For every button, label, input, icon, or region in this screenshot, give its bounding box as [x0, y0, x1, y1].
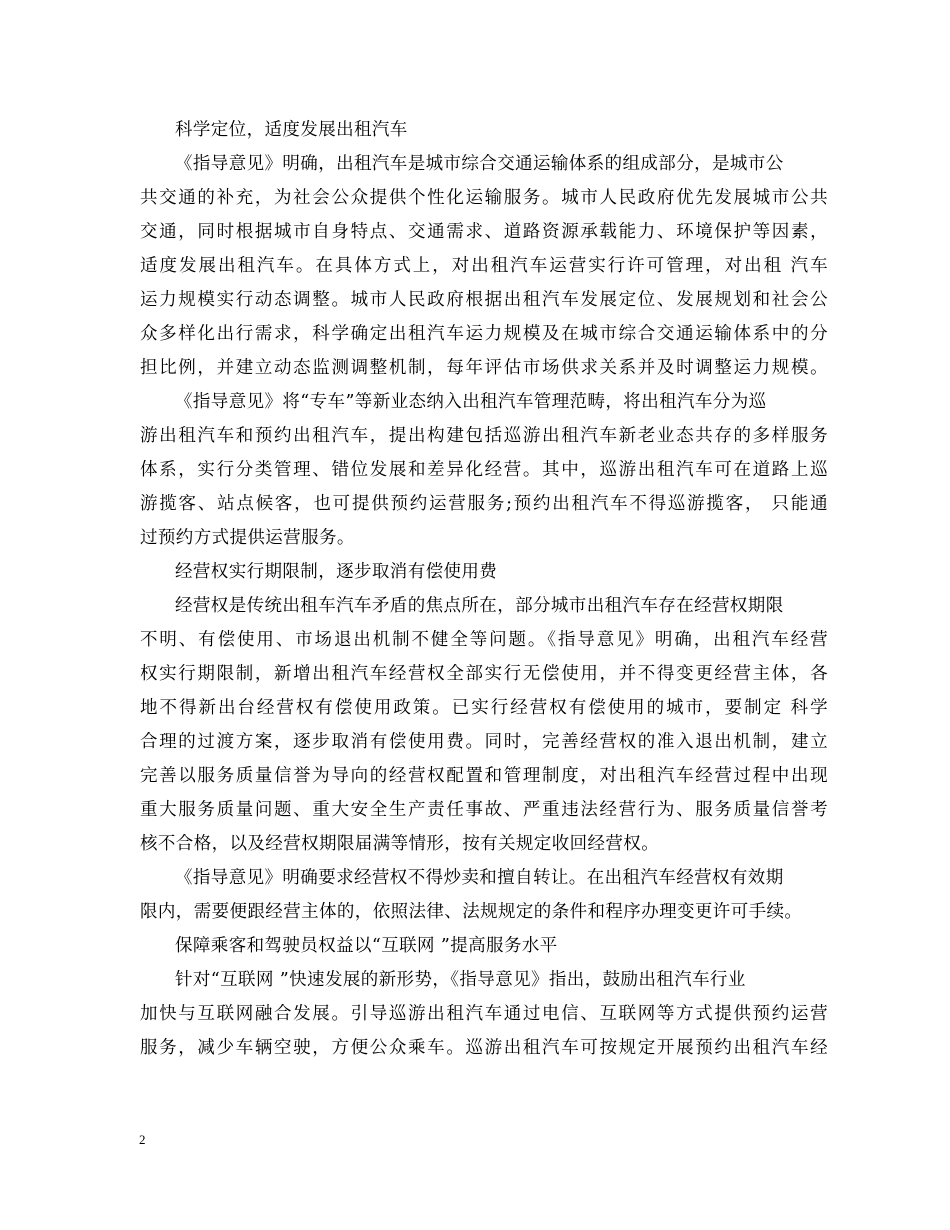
paragraph-line: 运力规模实行动态调整。城市人民政府根据出租汽车发展定位、发展规划和社会公: [140, 290, 828, 310]
paragraph-line: 限内，需要便跟经营主体的，依照法律、法规规定的条件和程序办理变更许可手续。: [140, 902, 803, 922]
paragraph-line: 经营权是传统出租车汽车矛盾的焦点所在，部分城市出租汽车存在经营权期限: [175, 596, 784, 616]
section-heading: 科学定位，适度发展出租汽车: [175, 120, 408, 140]
paragraph-line: 权实行期限制，新增出租汽车经营权全部实行无偿使用，并不得变更经营主体，各: [140, 664, 828, 684]
paragraph-line: 重大服务质量问题、重大安全生产责任事故、严重违法经营行为、服务质量信誉考: [140, 800, 828, 820]
paragraph-line: 众多样化出行需求，科学确定出租汽车运力规模及在城市综合交通运输体系中的分: [140, 324, 828, 344]
paragraph-line: 《指导意见》将“专车”等新业态纳入出租汽车管理范畴，将出租汽车分为巡: [175, 392, 767, 412]
paragraph-line: 核不合格，以及经营权期限届满等情形，按有关规定收回经营权。: [140, 834, 660, 854]
paragraph-line: 不明、有偿使用、市场退出机制不健全等问题。《指导意见》明确，出租汽车经营: [140, 630, 828, 650]
paragraph-line: 共交通的补充，为社会公众提供个性化运输服务。城市人民政府优先发展城市公共: [140, 188, 828, 208]
paragraph-line: 服务，减少车辆空驶，方便公众乘车。巡游出租汽车可按规定开展预约出租汽车经: [140, 1038, 828, 1058]
section-heading: 保障乘客和驾驶员权益以“互联网 ”提高服务水平: [175, 936, 558, 956]
paragraph-line: 担比例，并建立动态监测调整机制，每年评估市场供求关系并及时调整运力规模。: [140, 358, 828, 378]
paragraph-line: 地不得新出台经营权有偿使用政策。已实行经营权有偿使用的城市，要制定 科学: [140, 698, 828, 718]
paragraph-line: 加快与互联网融合发展。引导巡游出租汽车通过电信、互联网等方式提供预约运营: [140, 1004, 828, 1024]
section-heading: 经营权实行期限制，逐步取消有偿使用费: [175, 562, 498, 582]
paragraph-line: 过预约方式提供运营服务。: [140, 528, 355, 548]
paragraph-line: 《指导意见》明确，出租汽车是城市综合交通运输体系的组成部分，是城市公: [175, 154, 784, 174]
paragraph-line: 游出租汽车和预约出租汽车，提出构建包括巡游出租汽车新老业态共存的多样服务: [140, 426, 828, 446]
paragraph-line: 完善以服务质量信誉为导向的经营权配置和管理制度，对出租汽车经营过程中出现: [140, 766, 828, 786]
paragraph-line: 交通，同时根据城市自身特点、交通需求、道路资源承载能力、环境保护等因素，: [140, 222, 828, 242]
paragraph-line: 体系，实行分类管理、错位发展和差异化经营。其中，巡游出租汽车可在道路上巡: [140, 460, 828, 480]
paragraph-line: 针对“互联网 ”快速发展的新形势，《指导意见》指出，鼓励出租汽车行业: [175, 970, 746, 990]
paragraph-line: 合理的过渡方案，逐步取消有偿使用费。同时，完善经营权的准入退出机制，建立: [140, 732, 828, 752]
page-number: 2: [139, 1132, 146, 1147]
paragraph-line: 游揽客、站点候客，也可提供预约运营服务;预约出租汽车不得巡游揽客， 只能通: [140, 494, 828, 514]
paragraph-line: 适度发展出租汽车。在具体方式上，对出租汽车运营实行许可管理，对出租 汽车: [140, 256, 828, 276]
paragraph-line: 《指导意见》明确要求经营权不得炒卖和擅自转让。在出租汽车经营权有效期: [175, 868, 784, 888]
